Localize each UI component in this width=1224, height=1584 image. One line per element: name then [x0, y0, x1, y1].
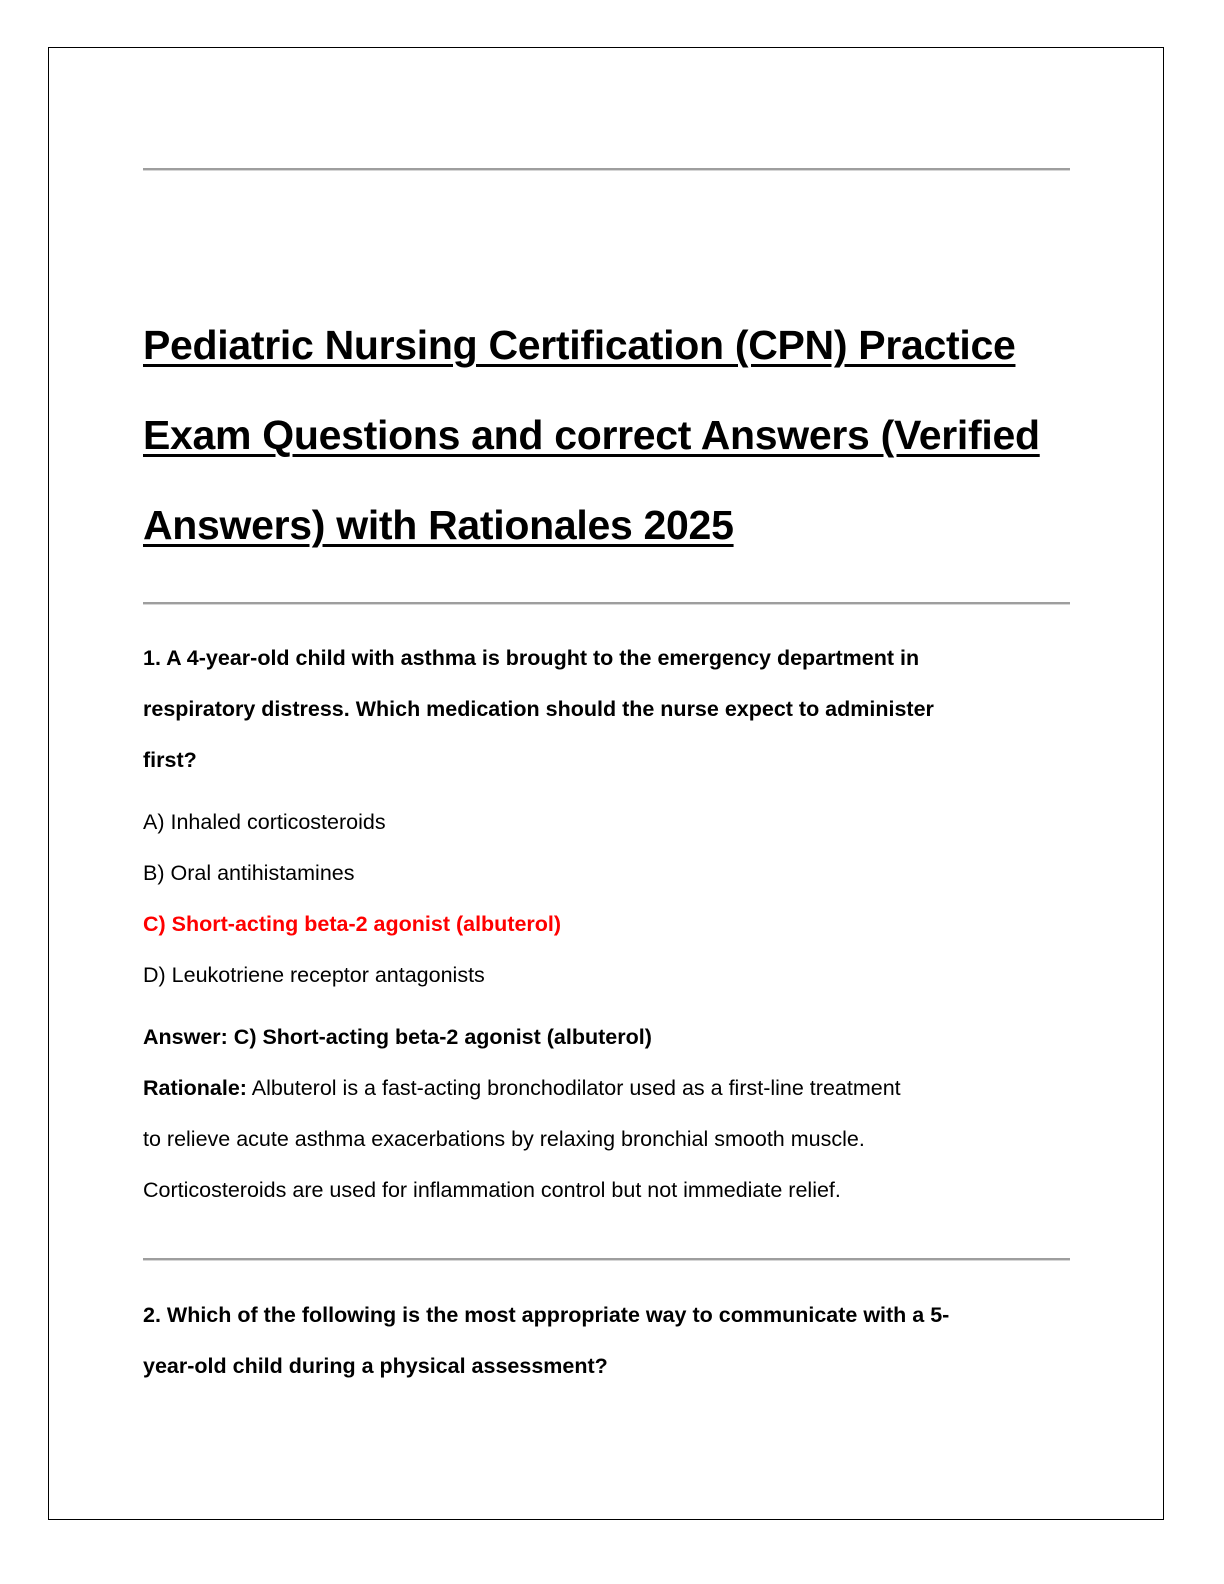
rationale-text: Albuterol is a fast-acting bronchodilator used as a first-line treatment	[246, 1076, 901, 1100]
question-line: 1. A 4-year-old child with asthma is brought to the emergency department in	[143, 646, 920, 670]
horizontal-rule-after-title	[143, 602, 1070, 605]
rationale-line-1	[143, 1063, 901, 1114]
horizontal-rule-between-questions	[143, 1258, 1070, 1261]
title-line: Pediatric Nursing Certification (CPN) Practice	[143, 322, 1016, 368]
question-line: year-old child during a physical assessment?	[143, 1354, 608, 1378]
question-line: 2. Which of the following is the most appropriate way to communicate with a 5-	[143, 1303, 950, 1327]
option-c-correct: C) Short-acting beta-2 agonist (albuterol)	[143, 912, 562, 936]
question-1-options	[143, 797, 561, 1001]
document-title	[143, 300, 1103, 570]
question-1-rationale	[143, 1063, 901, 1216]
question-2-stem	[143, 1290, 949, 1392]
rationale-label: Rationale:	[143, 1076, 247, 1100]
option-b: B) Oral antihistamines	[143, 861, 355, 885]
option-d: D) Leukotriene receptor antagonists	[143, 963, 485, 987]
option-a: A) Inhaled corticosteroids	[143, 810, 386, 834]
rationale-line-3: Corticosteroids are used for inflammation control but not immediate relief.	[143, 1178, 841, 1202]
question-line: first?	[143, 748, 197, 772]
rationale-line-2: to relieve acute asthma exacerbations by relaxing bronchial smooth muscle.	[143, 1127, 865, 1151]
question-line: respiratory distress. Which medication should the nurse expect to administer	[143, 697, 934, 721]
title-line: Answers) with Rationales 2025	[143, 502, 734, 548]
horizontal-rule-top	[143, 168, 1070, 171]
question-1-answer: Answer: C) Short-acting beta-2 agonist (albuterol)	[143, 1025, 652, 1049]
question-1-stem	[143, 633, 934, 786]
title-line: Exam Questions and correct Answers (Verified	[143, 412, 1040, 458]
